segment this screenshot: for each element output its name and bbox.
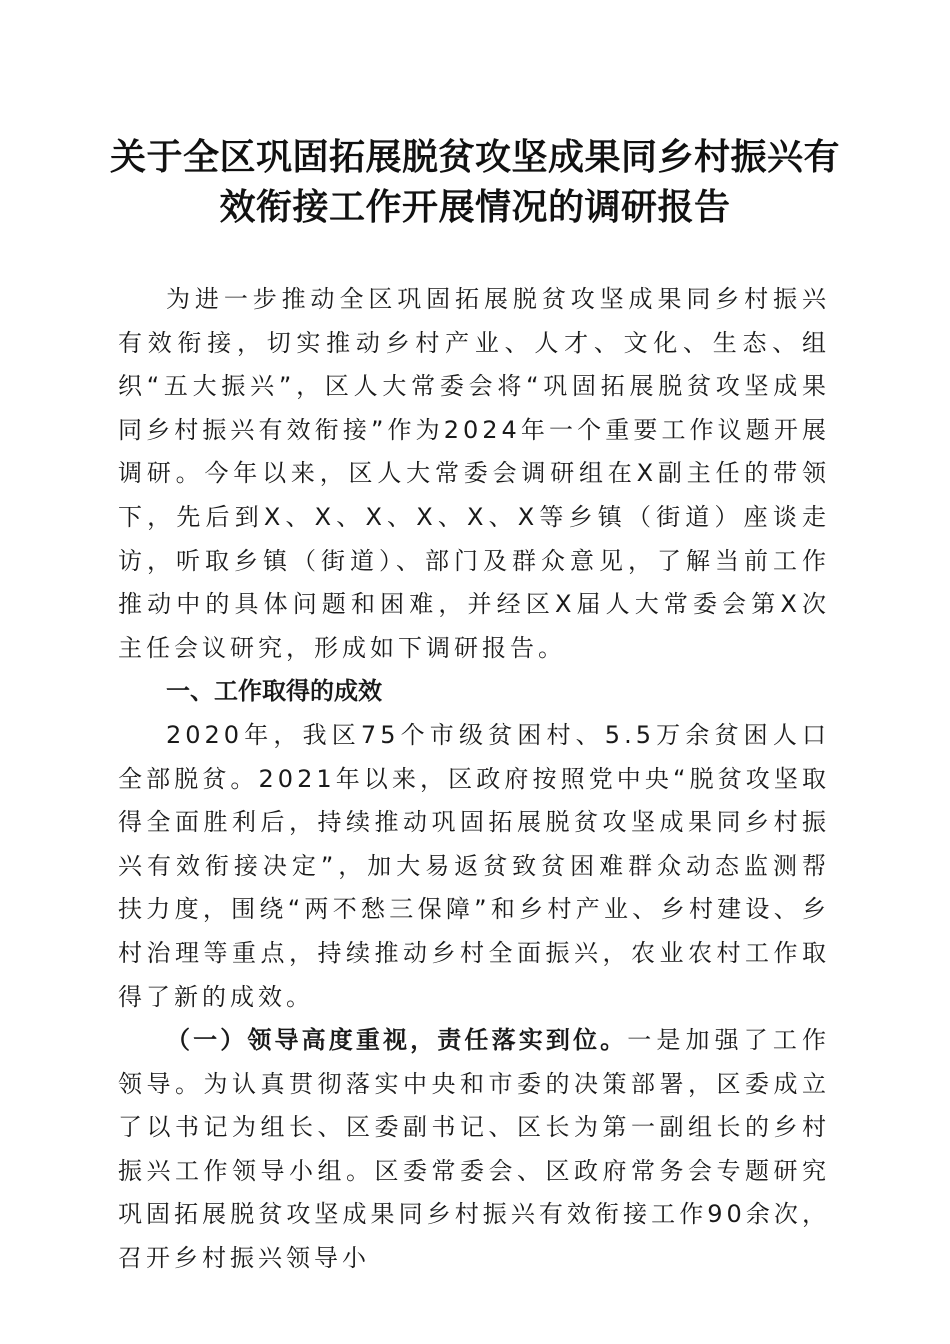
section-one-paragraph: 2020年，我区75个市级贫困村、5.5万余贫困人口全部脱贫。2021年以来，区政府按照党中央“脱贫攻坚取得全面胜利后，持续推动巩固拓展脱贫攻坚成果同乡村振兴有效衔接决定”，加大易返贫致贫困难群众动态监测帮扶力度，围绕“两不愁三保障”和乡村产业、乡村建设、乡村治理等重点，持续推动乡村全面振兴，农业农村工作取得了新的成效。 (118, 720, 830, 1011)
subsection-one-lead: （一）领导高度重视，责任落实到位。 (166, 1026, 628, 1055)
intro-paragraph: 为进一步推动全区巩固拓展脱贫攻坚成果同乡村振兴有效衔接，切实推动乡村产业、人才、文化、生态、组织“五大振兴”，区人大常委会将“巩固拓展脱贫攻坚成果同乡村振兴有效衔接”作为2024年一个重要工作议题开展调研。今年以来，区人大常委会调研组在X副主任的带领下，先后到X、X、X、X、X、X等乡镇（街道）座谈走访，听取乡镇（街道）、部门及群众意见，了解当前工作推动中的具体问题和困难，并经区X届人大常委会第X次主任会议研究，形成如下调研报告。 (118, 285, 830, 662)
document-body (118, 278, 830, 1281)
document-title (110, 132, 840, 232)
subsection-one-text: 一是加强了工作领导。为认真贯彻落实中央和市委的决策部署，区委成立了以书记为组长、区委副书记、区长为第一副组长的乡村振兴工作领导小组。区委常委会、区政府常务会专题研究巩固拓展脱贫攻坚成果同乡村振兴有效衔接工作90余次，召开乡村振兴领导小 (118, 1026, 831, 1273)
title-line-2: 效衔接工作开展情况的调研报告 (219, 186, 731, 228)
subsection-one-paragraph (118, 1019, 830, 1281)
section-heading-achievements: 一、工作取得的成效 (166, 677, 382, 706)
title-line-1: 关于全区巩固拓展脱贫攻坚成果同乡村振兴有 (110, 136, 841, 178)
